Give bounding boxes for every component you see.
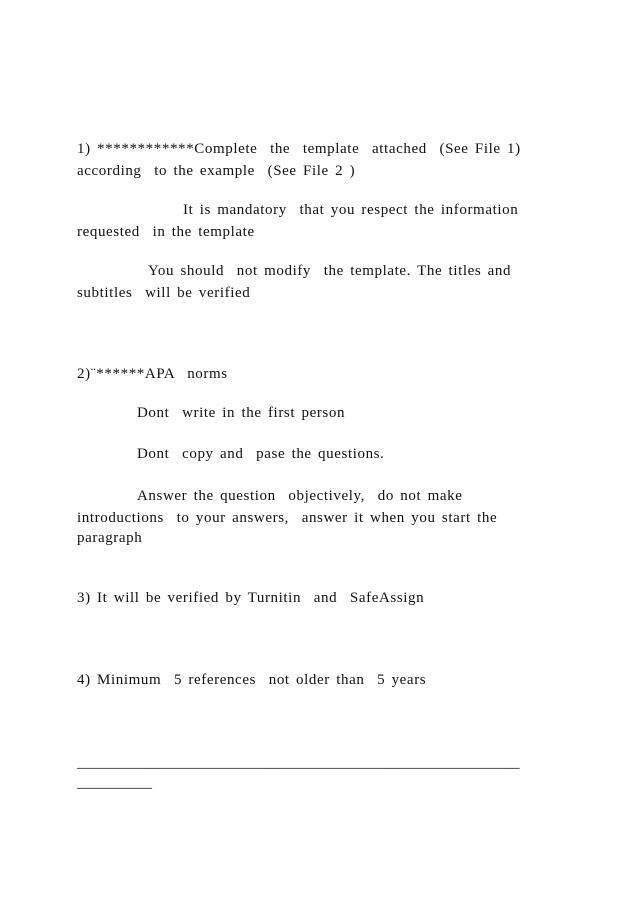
item1-note1-line1: It is mandatory that you respect the information bbox=[183, 202, 519, 218]
item1-note2-line2: subtitles will be verified bbox=[77, 285, 251, 301]
item1-line2: according to the example (See File 2 ) bbox=[77, 163, 356, 179]
divider-line1: ___________________________________________________________ bbox=[77, 755, 520, 771]
item2-heading: 2)¨******APA norms bbox=[77, 366, 228, 382]
item1-note2-line1: You should not modify the template. The titles and bbox=[148, 263, 512, 279]
item1-line1: 1) ************Complete the template attached (See File 1) bbox=[77, 141, 521, 157]
item2-point2: Dont copy and pase the questions. bbox=[137, 446, 385, 462]
item2-point3-line2: introductions to your answers, answer it when you start the bbox=[77, 510, 498, 526]
item4-text: 4) Minimum 5 references not older than 5 years bbox=[77, 672, 427, 688]
item1-note1-line2: requested in the template bbox=[77, 224, 255, 240]
item2-point3-line3: paragraph bbox=[77, 530, 143, 546]
item3-text: 3) It will be verified by Turnitin and SafeAssign bbox=[77, 590, 425, 606]
item2-point1: Dont write in the first person bbox=[137, 405, 346, 421]
divider-line2: __________ bbox=[77, 775, 152, 791]
item2-point3-line1: Answer the question objectively, do not make bbox=[137, 488, 463, 504]
